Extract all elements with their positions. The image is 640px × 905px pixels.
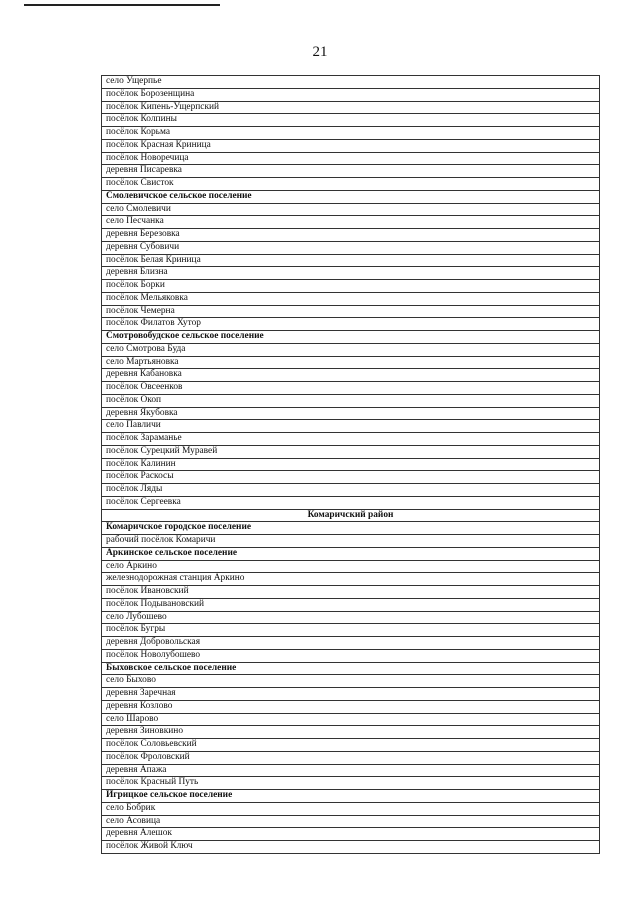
- table-row: [102, 76, 600, 89]
- table-row: [102, 127, 600, 140]
- table-cell: посёлок Красный Путь: [102, 777, 600, 790]
- table-row: [102, 216, 600, 229]
- table-row: [102, 713, 600, 726]
- table-cell: посёлок Свисток: [102, 178, 600, 191]
- table-cell: посёлок Мельяковка: [102, 292, 600, 305]
- table-row: [102, 649, 600, 662]
- table-row: [102, 203, 600, 216]
- table-row: [102, 369, 600, 382]
- settlement-header-row: [102, 790, 600, 803]
- table-row: [102, 726, 600, 739]
- table-cell: посёлок Ивановский: [102, 586, 600, 599]
- table-row: [102, 88, 600, 101]
- table-cell: деревня Алешок: [102, 828, 600, 841]
- table-cell: село Асовица: [102, 815, 600, 828]
- settlement-header-row: [102, 190, 600, 203]
- table-cell: посёлок Борозенщина: [102, 88, 600, 101]
- table-cell: рабочий посёлок Комаричи: [102, 535, 600, 548]
- table-row: [102, 394, 600, 407]
- table-row: [102, 764, 600, 777]
- table-row: [102, 165, 600, 178]
- table-cell: село Смотрова Буда: [102, 343, 600, 356]
- table-cell: посёлок Подывановский: [102, 598, 600, 611]
- table-row: [102, 152, 600, 165]
- table-cell: деревня Добровольская: [102, 637, 600, 650]
- table-cell: Смотровобудское сельское поселение: [102, 331, 600, 344]
- settlement-header-row: [102, 522, 600, 535]
- table-row: [102, 688, 600, 701]
- table-row: [102, 700, 600, 713]
- table-cell: Быховское сельское поселение: [102, 662, 600, 675]
- table-cell: посёлок Белая Криница: [102, 254, 600, 267]
- table-cell: село Павличи: [102, 420, 600, 433]
- table-cell: посёлок Калинин: [102, 458, 600, 471]
- table-row: [102, 433, 600, 446]
- table-row: [102, 777, 600, 790]
- table-row: [102, 101, 600, 114]
- page-number: 21: [312, 44, 328, 60]
- table-cell: село Мартьяновка: [102, 356, 600, 369]
- table-row: [102, 445, 600, 458]
- table-cell: посёлок Филатов Хутор: [102, 318, 600, 331]
- table-row: [102, 484, 600, 497]
- table-cell: посёлок Кипень-Ущерпский: [102, 101, 600, 114]
- table-cell: Игрицкое сельское поселение: [102, 790, 600, 803]
- district-header-row: [102, 509, 600, 522]
- table-row: [102, 292, 600, 305]
- table-cell: село Лубошево: [102, 611, 600, 624]
- table-cell: посёлок Ляды: [102, 484, 600, 497]
- table-row: [102, 739, 600, 752]
- table-row: [102, 229, 600, 242]
- table-row: [102, 586, 600, 599]
- table-row: [102, 458, 600, 471]
- table-cell: Комаричское городское поселение: [102, 522, 600, 535]
- table-cell: деревня Заречная: [102, 688, 600, 701]
- table-row: [102, 573, 600, 586]
- table-cell: посёлок Бугры: [102, 624, 600, 637]
- table-row: [102, 535, 600, 548]
- table-cell: деревня Козлово: [102, 700, 600, 713]
- table-cell: посёлок Соловьевский: [102, 739, 600, 752]
- table-row: [102, 267, 600, 280]
- top-rule: [24, 4, 220, 6]
- table-row: [102, 114, 600, 127]
- table-cell: посёлок Сергеевка: [102, 496, 600, 509]
- table-cell: посёлок Борки: [102, 280, 600, 293]
- table-cell: село Ущерпье: [102, 76, 600, 89]
- settlements-table: [101, 75, 600, 854]
- table-row: [102, 496, 600, 509]
- settlement-header-row: [102, 331, 600, 344]
- table-cell: посёлок Живой Ключ: [102, 841, 600, 854]
- table-cell: посёлок Чемерна: [102, 305, 600, 318]
- table-row: [102, 382, 600, 395]
- settlement-header-row: [102, 662, 600, 675]
- table-row: [102, 318, 600, 331]
- table-row: [102, 280, 600, 293]
- table-cell: село Песчанка: [102, 216, 600, 229]
- table-cell: село Аркино: [102, 560, 600, 573]
- table-cell: посёлок Новолубошево: [102, 649, 600, 662]
- settlement-header-row: [102, 547, 600, 560]
- table-cell: деревня Писаревка: [102, 165, 600, 178]
- table-row: [102, 560, 600, 573]
- table-row: [102, 598, 600, 611]
- table-row: [102, 139, 600, 152]
- table-cell: деревня Апажа: [102, 764, 600, 777]
- table-row: [102, 241, 600, 254]
- table-cell: деревня Близна: [102, 267, 600, 280]
- table-row: [102, 624, 600, 637]
- table-row: [102, 254, 600, 267]
- table-cell: посёлок Зараманье: [102, 433, 600, 446]
- table-cell: деревня Субовичи: [102, 241, 600, 254]
- table-cell: посёлок Сурецкий Муравей: [102, 445, 600, 458]
- table-cell: деревня Зиновкино: [102, 726, 600, 739]
- table-cell: Смолевичское сельское поселение: [102, 190, 600, 203]
- table-row: [102, 407, 600, 420]
- table-row: [102, 637, 600, 650]
- table-cell: село Бобрик: [102, 802, 600, 815]
- table-row: [102, 343, 600, 356]
- table-row: [102, 828, 600, 841]
- table-cell: посёлок Новоречица: [102, 152, 600, 165]
- table-row: [102, 305, 600, 318]
- table-cell: посёлок Окоп: [102, 394, 600, 407]
- table-row: [102, 420, 600, 433]
- table-row: [102, 802, 600, 815]
- table-row: [102, 178, 600, 191]
- table-cell: деревня Якубовка: [102, 407, 600, 420]
- table-cell: село Смолевичи: [102, 203, 600, 216]
- table-cell: посёлок Раскосы: [102, 471, 600, 484]
- settlements-table-body: [102, 76, 600, 854]
- table-cell: село Быхово: [102, 675, 600, 688]
- table-row: [102, 675, 600, 688]
- table-row: [102, 841, 600, 854]
- table-cell: деревня Березовка: [102, 229, 600, 242]
- table-cell: деревня Кабановка: [102, 369, 600, 382]
- table-cell: железнодорожная станция Аркино: [102, 573, 600, 586]
- table-cell: посёлок Колпины: [102, 114, 600, 127]
- table-row: [102, 356, 600, 369]
- table-row: [102, 815, 600, 828]
- table-cell: село Шарово: [102, 713, 600, 726]
- table-cell: посёлок Красная Криница: [102, 139, 600, 152]
- table-cell: посёлок Овсеенков: [102, 382, 600, 395]
- table-cell: Комаричский район: [102, 509, 600, 522]
- table-cell: посёлок Фроловский: [102, 751, 600, 764]
- table-cell: Аркинское сельское поселение: [102, 547, 600, 560]
- table-row: [102, 471, 600, 484]
- table-cell: посёлок Корьма: [102, 127, 600, 140]
- table-row: [102, 751, 600, 764]
- table-row: [102, 611, 600, 624]
